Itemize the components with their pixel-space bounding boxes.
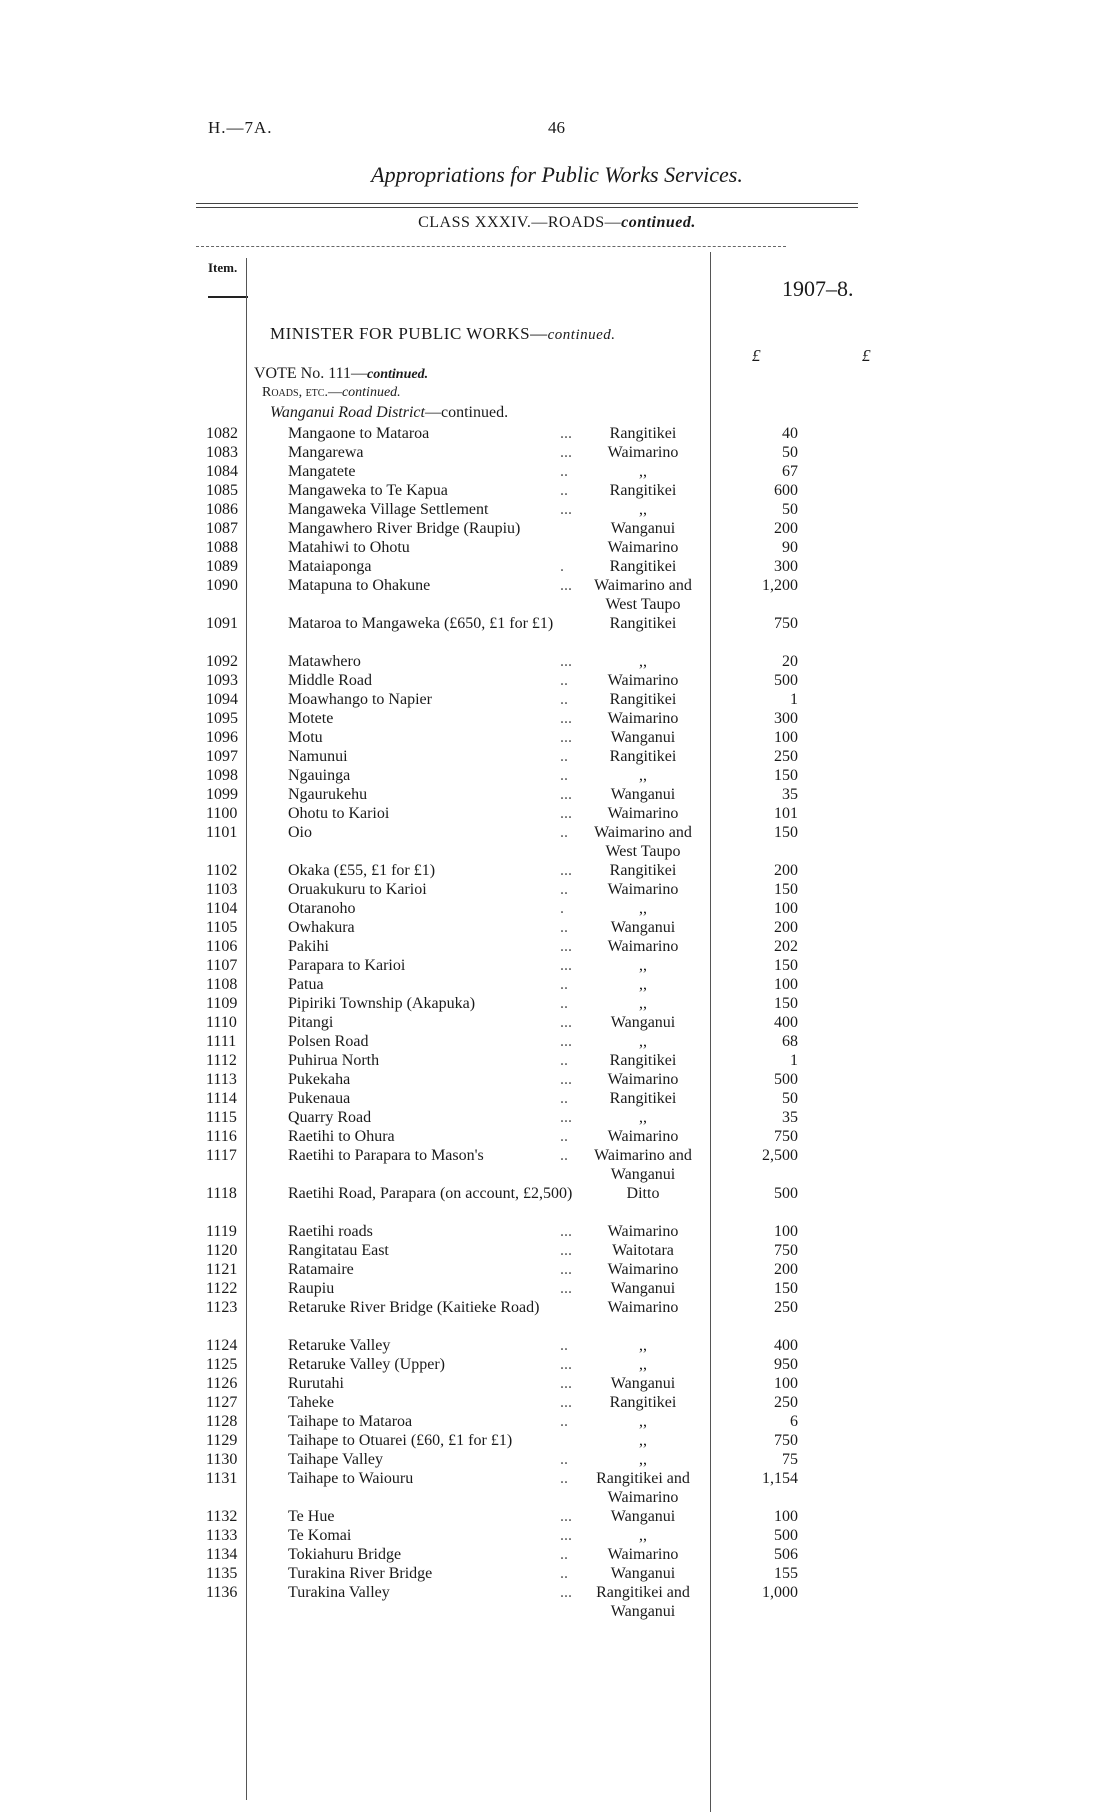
row-dots: ..	[560, 919, 568, 936]
row-item-number: 1091	[206, 615, 238, 632]
row-amount: 6	[790, 1413, 798, 1430]
minister-heading: MINISTER FOR PUBLIC WORKS—continued.	[270, 324, 616, 343]
row-item-number: 1090	[206, 577, 238, 594]
row-name: Namunui	[288, 748, 348, 765]
row-name: Polsen Road	[288, 1033, 369, 1050]
row-amount: 100	[774, 1223, 798, 1240]
row-dots: ..	[560, 482, 568, 499]
row-dots: ..	[560, 1565, 568, 1582]
row-name: Motete	[288, 710, 334, 727]
row-dots: ...	[560, 1242, 572, 1259]
row-district: Waimarino	[607, 1128, 679, 1145]
row-dots: ...	[560, 1394, 572, 1411]
row-item-number: 1084	[206, 463, 238, 480]
row-name: Otaranoho	[288, 900, 356, 917]
row-name: Turakina Valley	[288, 1584, 390, 1601]
row-district: Waimarino	[607, 938, 679, 955]
district-heading: Wanganui Road District—continued.	[270, 404, 509, 421]
row-district: Waimarino	[607, 1546, 679, 1563]
row-amount: 400	[774, 1337, 798, 1354]
row-district: ,,	[639, 900, 647, 917]
class-heading: CLASS XXXIV.—ROADS—continued.	[418, 214, 696, 231]
row-district: ,,	[639, 1337, 647, 1354]
row-dots: ...	[560, 1584, 572, 1601]
year-header: 1907–8.	[782, 276, 854, 301]
row-name: Mangaweka to Te Kapua	[288, 482, 448, 499]
row-name: Retaruke River Bridge (Kaitieke Road)	[288, 1299, 540, 1316]
district-column-divider	[710, 252, 711, 1812]
row-name: Tokiahuru Bridge	[288, 1546, 402, 1563]
row-dots: ..	[560, 1337, 568, 1354]
row-item-number: 1129	[206, 1432, 238, 1449]
row-name: Ohotu to Karioi	[288, 805, 390, 822]
row-item-number: 1135	[206, 1565, 238, 1582]
row-amount: 950	[774, 1356, 798, 1373]
row-item-number: 1133	[206, 1527, 238, 1544]
row-name: Quarry Road	[288, 1109, 372, 1126]
row-dots: ...	[560, 957, 572, 974]
row-name: Te Hue	[288, 1508, 335, 1525]
row-item-number: 1098	[206, 767, 238, 784]
row-amount: 500	[774, 1527, 798, 1544]
row-item-number: 1094	[206, 691, 238, 708]
row-item-number: 1119	[206, 1223, 237, 1240]
row-amount: 300	[774, 558, 798, 575]
row-name: Retaruke Valley	[288, 1337, 391, 1354]
row-district: Rangitikei	[609, 425, 677, 442]
row-dots: ..	[560, 976, 568, 993]
row-dots: ..	[560, 691, 568, 708]
row-amount: 100	[774, 900, 798, 917]
row-district: Waimarino	[607, 444, 679, 461]
row-dots: ..	[560, 1128, 568, 1145]
row-amount: 250	[774, 1394, 798, 1411]
row-item-number: 1106	[206, 938, 238, 955]
row-dots: ...	[560, 729, 572, 746]
row-district: Rangitikei and Waimarino	[596, 1470, 690, 1506]
row-district: Wanganui	[610, 1375, 676, 1392]
row-dots: ...	[560, 577, 572, 594]
row-amount: 150	[774, 824, 798, 841]
row-amount: 101	[774, 805, 798, 822]
row-amount: 750	[774, 615, 798, 632]
row-name: Pukenaua	[288, 1090, 351, 1107]
row-amount: 750	[774, 1242, 798, 1259]
row-amount: 200	[774, 862, 798, 879]
row-district: ,,	[639, 767, 647, 784]
row-item-number: 1101	[206, 824, 238, 841]
row-district: Wanganui	[610, 786, 676, 803]
row-item-number: 1120	[206, 1242, 238, 1259]
row-name: Mangarewa	[288, 444, 364, 461]
row-amount: 100	[774, 1508, 798, 1525]
row-name: Moawhango to Napier	[288, 691, 432, 708]
row-amount: 200	[774, 520, 798, 537]
row-item-number: 1085	[206, 482, 238, 499]
row-item-number: 1088	[206, 539, 238, 556]
title-rule-bottom	[196, 207, 858, 208]
row-amount: 1,000	[762, 1584, 798, 1601]
row-dots: ..	[560, 767, 568, 784]
row-amount: 200	[774, 919, 798, 936]
row-district: Waimarino	[607, 1223, 679, 1240]
roads-heading: Roads, etc.—continued.	[262, 385, 401, 400]
row-district: Rangitikei	[609, 558, 677, 575]
row-dots: ..	[560, 1470, 568, 1487]
row-district: ,,	[639, 653, 647, 670]
row-item-number: 1097	[206, 748, 238, 765]
row-name: Taihape Valley	[288, 1451, 383, 1468]
row-name: Parapara to Karioi	[288, 957, 406, 974]
row-dots: ...	[560, 1014, 572, 1031]
row-item-number: 1104	[206, 900, 238, 917]
page-title: Appropriations for Public Works Services.	[371, 162, 743, 187]
row-amount: 250	[774, 748, 798, 765]
row-name: Rangitatau East	[288, 1242, 389, 1259]
row-name: Taihape to Otuarei (£60, £1 for £1)	[288, 1432, 513, 1449]
row-dots: .	[560, 900, 564, 917]
row-dots: ..	[560, 1147, 568, 1164]
row-dots: ..	[560, 463, 568, 480]
row-district: ,,	[639, 995, 647, 1012]
row-district: Wanganui	[610, 1565, 676, 1582]
row-name: Raetihi Road, Parapara (on account, £2,500)	[288, 1185, 573, 1202]
row-district: Wanganui	[610, 1280, 676, 1297]
row-name: Raetihi to Parapara to Mason's	[288, 1147, 484, 1164]
row-dots: ..	[560, 881, 568, 898]
row-dots: ...	[560, 805, 572, 822]
pound-header-1: £	[752, 346, 761, 365]
row-name: Retaruke Valley (Upper)	[288, 1356, 445, 1373]
row-item-number: 1118	[206, 1185, 237, 1202]
item-header-rule	[208, 296, 248, 298]
row-district: Waimarino and Wanganui	[594, 1147, 692, 1183]
row-name: Taheke	[288, 1394, 334, 1411]
row-dots: ..	[560, 672, 568, 689]
row-name: Matapuna to Ohakune	[288, 577, 431, 594]
row-district: Waitotara	[612, 1242, 674, 1259]
row-dots: ...	[560, 938, 572, 955]
row-item-number: 1103	[206, 881, 238, 898]
row-amount: 150	[774, 957, 798, 974]
row-district: Wanganui	[610, 1014, 676, 1031]
row-name: Pipiriki Township (Akapuka)	[288, 995, 476, 1012]
row-item-number: 1108	[206, 976, 238, 993]
row-item-number: 1115	[206, 1109, 237, 1126]
row-amount: 150	[774, 881, 798, 898]
row-name: Taihape to Waiouru	[288, 1470, 414, 1487]
row-dots: ...	[560, 501, 572, 518]
row-district: Rangitikei	[609, 862, 677, 879]
row-dots: ..	[560, 1451, 568, 1468]
row-district: ,,	[639, 1109, 647, 1126]
row-item-number: 1117	[206, 1147, 237, 1164]
row-item-number: 1082	[206, 425, 238, 442]
row-district: Rangitikei	[609, 1090, 677, 1107]
row-name: Rurutahi	[288, 1375, 344, 1392]
row-item-number: 1116	[206, 1128, 237, 1145]
row-district: ,,	[639, 1033, 647, 1050]
row-item-number: 1086	[206, 501, 238, 518]
row-district: ,,	[639, 1413, 647, 1430]
row-district: Waimarino	[607, 710, 679, 727]
row-item-number: 1125	[206, 1356, 238, 1373]
row-amount: 100	[774, 976, 798, 993]
row-name: Turakina River Bridge	[288, 1565, 433, 1582]
row-amount: 250	[774, 1299, 798, 1316]
row-amount: 50	[782, 444, 798, 461]
row-amount: 506	[774, 1546, 798, 1563]
row-item-number: 1130	[206, 1451, 238, 1468]
row-amount: 1,200	[762, 577, 798, 594]
row-amount: 500	[774, 1185, 798, 1202]
row-district: Wanganui	[610, 520, 676, 537]
row-item-number: 1110	[206, 1014, 237, 1031]
row-name: Mangatete	[288, 463, 356, 480]
row-item-number: 1128	[206, 1413, 238, 1430]
row-dots: ...	[560, 444, 572, 461]
row-amount: 1	[790, 691, 798, 708]
row-dots: ..	[560, 1052, 568, 1069]
row-dots: ...	[560, 1356, 572, 1373]
row-amount: 100	[774, 729, 798, 746]
row-item-number: 1113	[206, 1071, 237, 1088]
row-item-number: 1132	[206, 1508, 238, 1525]
row-name: Raetihi roads	[288, 1223, 373, 1240]
row-amount: 150	[774, 995, 798, 1012]
row-amount: 202	[774, 938, 798, 955]
row-amount: 67	[782, 463, 798, 480]
row-district: Waimarino and West Taupo	[594, 824, 692, 860]
row-name: Motu	[288, 729, 323, 746]
row-item-number: 1114	[206, 1090, 237, 1107]
item-column-header: Item.	[208, 260, 238, 275]
row-name: Pukekaha	[288, 1071, 351, 1088]
row-name: Matawhero	[288, 653, 361, 670]
row-name: Owhakura	[288, 919, 355, 936]
row-amount: 1,154	[762, 1470, 798, 1487]
row-district: Waimarino and West Taupo	[594, 577, 692, 613]
row-district: Waimarino	[607, 881, 679, 898]
row-district: Wanganui	[610, 729, 676, 746]
row-district: Waimarino	[607, 539, 679, 556]
row-item-number: 1122	[206, 1280, 238, 1297]
row-dots: ...	[560, 710, 572, 727]
page-number: 46	[548, 118, 565, 137]
row-dots: ..	[560, 995, 568, 1012]
row-item-number: 1111	[206, 1033, 237, 1050]
row-item-number: 1123	[206, 1299, 238, 1316]
row-district: Rangitikei	[609, 482, 677, 499]
title-rule-top	[196, 203, 858, 204]
row-name: Patua	[288, 976, 324, 993]
row-dots: ..	[560, 1090, 568, 1107]
row-amount: 750	[774, 1128, 798, 1145]
row-district: Rangitikei	[609, 1394, 677, 1411]
row-district: ,,	[639, 501, 647, 518]
row-name: Matahiwi to Ohotu	[288, 539, 410, 556]
row-amount: 150	[774, 767, 798, 784]
row-district: ,,	[639, 957, 647, 974]
row-item-number: 1093	[206, 672, 238, 689]
row-district: Rangitikei and Wanganui	[596, 1584, 690, 1620]
row-name: Mangaweka Village Settlement	[288, 501, 489, 518]
row-dots: ...	[560, 1527, 572, 1544]
row-item-number: 1083	[206, 444, 238, 461]
row-amount: 300	[774, 710, 798, 727]
row-item-number: 1112	[206, 1052, 237, 1069]
row-name: Okaka (£55, £1 for £1)	[288, 862, 436, 879]
row-name: Raupiu	[288, 1280, 335, 1297]
row-dots: .	[560, 558, 564, 575]
row-amount: 500	[774, 672, 798, 689]
row-name: Oio	[288, 824, 312, 841]
row-item-number: 1127	[206, 1394, 238, 1411]
row-item-number: 1136	[206, 1584, 238, 1601]
row-amount: 400	[774, 1014, 798, 1031]
row-district: Rangitikei	[609, 1052, 677, 1069]
row-dots: ...	[560, 425, 572, 442]
row-name: Puhirua North	[288, 1052, 380, 1069]
row-dots: ...	[560, 862, 572, 879]
document-code: H.—7A.	[208, 118, 273, 137]
row-amount: 50	[782, 501, 798, 518]
row-amount: 150	[774, 1280, 798, 1297]
row-item-number: 1100	[206, 805, 238, 822]
row-item-number: 1105	[206, 919, 238, 936]
vote-heading: VOTE No. 111—continued.	[254, 365, 429, 382]
row-name: Mataroa to Mangaweka (£650, £1 for £1)	[288, 615, 554, 632]
row-item-number: 1124	[206, 1337, 238, 1354]
row-dots: ...	[560, 786, 572, 803]
row-dots: ..	[560, 1546, 568, 1563]
row-dots: ..	[560, 1413, 568, 1430]
row-item-number: 1096	[206, 729, 238, 746]
row-district: Waimarino	[607, 1299, 679, 1316]
row-name: Taihape to Mataroa	[288, 1413, 413, 1430]
row-district: ,,	[639, 1356, 647, 1373]
row-item-number: 1089	[206, 558, 238, 575]
row-name: Middle Road	[288, 672, 372, 689]
row-name: Mataiaponga	[288, 558, 372, 575]
row-item-number: 1121	[206, 1261, 238, 1278]
row-district: Waimarino	[607, 805, 679, 822]
row-district: Wanganui	[610, 1508, 676, 1525]
row-dots: ...	[560, 1280, 572, 1297]
row-amount: 68	[782, 1033, 798, 1050]
row-dots: ..	[560, 824, 568, 841]
row-amount: 2,500	[762, 1147, 798, 1164]
row-dots: ...	[560, 1109, 572, 1126]
row-item-number: 1107	[206, 957, 238, 974]
pound-header-2: £	[862, 346, 871, 365]
row-item-number: 1109	[206, 995, 238, 1012]
row-name: Ngauinga	[288, 767, 351, 784]
row-district: Ditto	[626, 1185, 660, 1202]
row-name: Raetihi to Ohura	[288, 1128, 395, 1145]
row-district: Waimarino	[607, 672, 679, 689]
row-item-number: 1131	[206, 1470, 238, 1487]
row-name: Ratamaire	[288, 1261, 354, 1278]
row-dots: ...	[560, 1033, 572, 1050]
row-district: Waimarino	[607, 1261, 679, 1278]
row-amount: 50	[782, 1090, 798, 1107]
row-item-number: 1126	[206, 1375, 238, 1392]
row-amount: 20	[782, 653, 798, 670]
row-district: ,,	[639, 1432, 647, 1449]
row-district: ,,	[639, 1451, 647, 1468]
row-district: Rangitikei	[609, 615, 677, 632]
row-amount: 35	[782, 786, 798, 803]
row-dots: ...	[560, 1071, 572, 1088]
row-district: Rangitikei	[609, 748, 677, 765]
row-amount: 75	[782, 1451, 798, 1468]
row-amount: 90	[782, 539, 798, 556]
row-amount: 155	[774, 1565, 798, 1582]
row-district: ,,	[639, 463, 647, 480]
row-name: Ngaurukehu	[288, 786, 368, 803]
row-dots: ...	[560, 1223, 572, 1240]
row-amount: 40	[782, 425, 798, 442]
row-dots: ...	[560, 653, 572, 670]
row-dots: ...	[560, 1375, 572, 1392]
class-rule	[196, 246, 786, 247]
row-name: Pitangi	[288, 1014, 334, 1031]
row-item-number: 1087	[206, 520, 238, 537]
row-dots: ...	[560, 1261, 572, 1278]
row-name: Oruakukuru to Karioi	[288, 881, 427, 898]
row-amount: 500	[774, 1071, 798, 1088]
row-district: Wanganui	[610, 919, 676, 936]
row-amount: 600	[774, 482, 798, 499]
row-dots: ...	[560, 1508, 572, 1525]
row-name: Mangawhero River Bridge (Raupiu)	[288, 520, 521, 537]
item-column-divider	[246, 258, 247, 1800]
row-amount: 750	[774, 1432, 798, 1449]
row-amount: 100	[774, 1375, 798, 1392]
row-name: Te Komai	[288, 1527, 352, 1544]
row-name: Pakihi	[288, 938, 329, 955]
row-district: Rangitikei	[609, 691, 677, 708]
row-amount: 200	[774, 1261, 798, 1278]
row-item-number: 1102	[206, 862, 238, 879]
row-amount: 35	[782, 1109, 798, 1126]
row-name: Mangaone to Mataroa	[288, 425, 430, 442]
row-dots: ..	[560, 748, 568, 765]
row-amount: 1	[790, 1052, 798, 1069]
row-district: Waimarino	[607, 1071, 679, 1088]
row-item-number: 1134	[206, 1546, 238, 1563]
row-district: ,,	[639, 976, 647, 993]
row-item-number: 1095	[206, 710, 238, 727]
row-item-number: 1092	[206, 653, 238, 670]
row-district: ,,	[639, 1527, 647, 1544]
row-item-number: 1099	[206, 786, 238, 803]
